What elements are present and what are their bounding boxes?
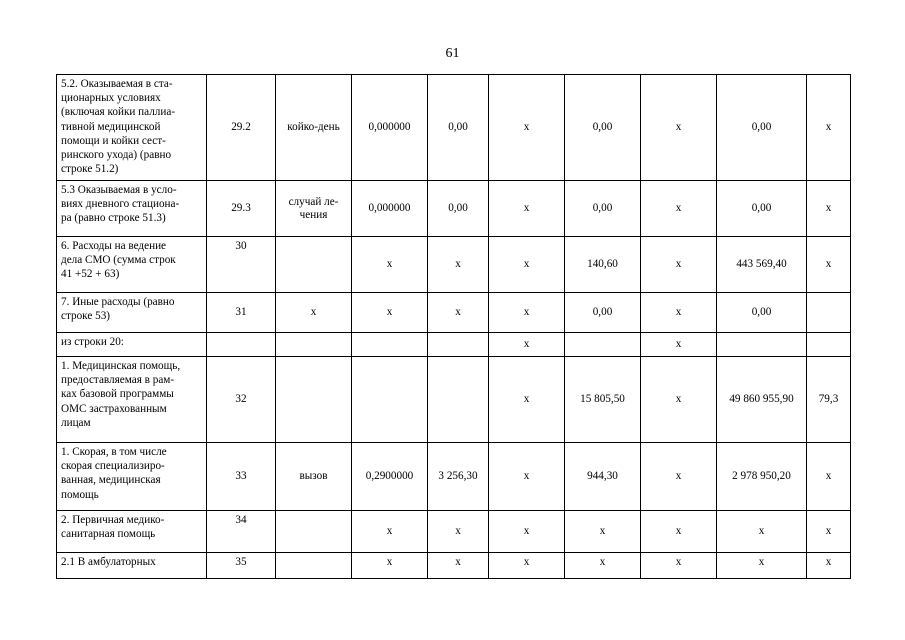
table-cell	[352, 357, 428, 443]
table-cell: 49 860 955,90	[717, 357, 807, 443]
table-row	[57, 293, 851, 333]
table-cell: 0,00	[717, 293, 807, 333]
table-cell: 0,000000	[352, 75, 428, 181]
unit-cell: х	[276, 293, 352, 333]
table-cell: х	[352, 293, 428, 333]
row-number: 29.3	[207, 181, 276, 237]
row-name: 6. Расходы на ведение дела СМО (сумма строк 41 +52 + 63)	[57, 237, 207, 293]
table-cell: х	[641, 181, 717, 237]
unit-cell	[276, 333, 352, 357]
table-cell: х	[717, 511, 807, 553]
table-cell	[428, 357, 489, 443]
table-cell	[428, 333, 489, 357]
table-cell: х	[489, 293, 565, 333]
unit-cell	[276, 357, 352, 443]
table-row	[57, 511, 851, 553]
row-number: 31	[207, 293, 276, 333]
table-cell: 0,2900000	[352, 443, 428, 511]
table-cell: х	[641, 75, 717, 181]
table-row	[57, 237, 851, 293]
table-cell: х	[641, 511, 717, 553]
table-cell: х	[352, 553, 428, 579]
table-cell: х	[428, 293, 489, 333]
table-cell: х	[641, 553, 717, 579]
table-cell: х	[428, 511, 489, 553]
table-cell: х	[641, 443, 717, 511]
table-cell: х	[807, 181, 851, 237]
unit-cell: вызов	[276, 443, 352, 511]
row-number: 32	[207, 357, 276, 443]
table-cell: х	[641, 357, 717, 443]
table-cell: х	[489, 181, 565, 237]
table-cell: 0,00	[565, 293, 641, 333]
row-name: 2.1 В амбулаторных	[57, 553, 207, 579]
row-name: из строки 20:	[57, 333, 207, 357]
table-cell: х	[807, 237, 851, 293]
table-cell: х	[807, 553, 851, 579]
table-cell: 0,00	[565, 75, 641, 181]
row-name: 5.2. Оказываемая в ста- ционарных условиях (включая койки паллиа- тивной медицинской помощи и койки сест- ринского ухода) (равно строке 51.2)	[57, 75, 207, 181]
table-cell: х	[807, 75, 851, 181]
table-cell: 0,00	[717, 75, 807, 181]
table-cell: х	[807, 511, 851, 553]
table-row	[57, 75, 851, 181]
table-cell: 0,00	[717, 181, 807, 237]
budget-table	[56, 74, 851, 579]
table-cell: х	[717, 553, 807, 579]
table-cell: 443 569,40	[717, 237, 807, 293]
row-name: 7. Иные расходы (равно строке 53)	[57, 293, 207, 333]
table-cell: х	[489, 237, 565, 293]
unit-cell	[276, 237, 352, 293]
table-cell: х	[641, 293, 717, 333]
unit-cell	[276, 511, 352, 553]
table-cell: х	[352, 237, 428, 293]
row-name: 1. Скорая, в том числе скорая специализиро- ванная, медицинская помощь	[57, 443, 207, 511]
row-name: 5.3 Оказываемая в усло- виях дневного стациона- ра (равно строке 51.3)	[57, 181, 207, 237]
row-number: 30	[207, 237, 276, 293]
table-cell	[807, 333, 851, 357]
row-number: 35	[207, 553, 276, 579]
table-cell: х	[641, 333, 717, 357]
table-cell: х	[489, 443, 565, 511]
unit-cell: случай ле- чения	[276, 181, 352, 237]
table-cell: 2 978 950,20	[717, 443, 807, 511]
table-cell: 3 256,30	[428, 443, 489, 511]
table-cell	[565, 333, 641, 357]
table-cell: 0,00	[428, 75, 489, 181]
table-cell: 140,60	[565, 237, 641, 293]
table-cell: х	[489, 357, 565, 443]
table-cell: х	[641, 237, 717, 293]
table-cell: 0,00	[428, 181, 489, 237]
table-cell: 0,00	[565, 181, 641, 237]
table-cell: 944,30	[565, 443, 641, 511]
table-row	[57, 553, 851, 579]
table-row	[57, 443, 851, 511]
table-cell: х	[428, 237, 489, 293]
unit-cell: койко-день	[276, 75, 352, 181]
table-cell: х	[565, 511, 641, 553]
row-number: 34	[207, 511, 276, 553]
table-cell: х	[489, 75, 565, 181]
table-row	[57, 357, 851, 443]
row-name: 1. Медицинская помощь, предоставляемая в рам- ках базовой программы ОМС застрахованным лицам	[57, 357, 207, 443]
table-row	[57, 333, 851, 357]
row-number	[207, 333, 276, 357]
table-cell: х	[565, 553, 641, 579]
row-number: 29.2	[207, 75, 276, 181]
table-cell	[717, 333, 807, 357]
table-cell: х	[489, 511, 565, 553]
table-cell: х	[807, 443, 851, 511]
table-cell: х	[352, 511, 428, 553]
table-cell	[352, 333, 428, 357]
table-cell: х	[428, 553, 489, 579]
row-name: 2. Первичная медико- санитарная помощь	[57, 511, 207, 553]
table-cell: х	[489, 333, 565, 357]
unit-cell	[276, 553, 352, 579]
table-cell: 79,3	[807, 357, 851, 443]
table-cell: х	[489, 553, 565, 579]
page-number: 61	[445, 46, 460, 61]
table-cell: 15 805,50	[565, 357, 641, 443]
table-row	[57, 181, 851, 237]
table-cell: 0,000000	[352, 181, 428, 237]
row-number: 33	[207, 443, 276, 511]
table-cell	[807, 293, 851, 333]
